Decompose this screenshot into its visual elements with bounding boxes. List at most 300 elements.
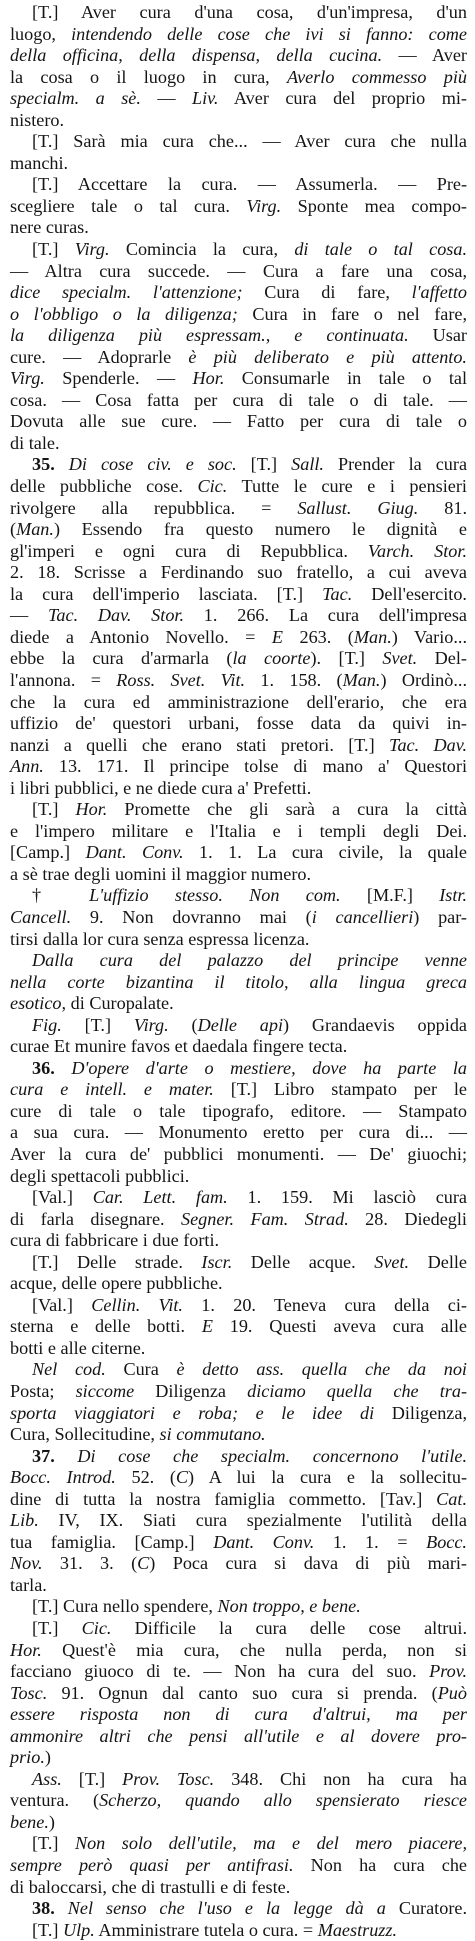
text: ) A lui la cura e la sollecitu- — [188, 1467, 467, 1488]
text-line — [10, 541, 467, 563]
text: ) Grandaevis oppida — [283, 1014, 467, 1035]
text-line — [10, 929, 467, 951]
text: Cura di fare, — [242, 282, 412, 303]
text: [T.] Delle strade. — [32, 1251, 202, 1272]
section-number: 38. — [32, 1898, 55, 1919]
italic-text: Ross. Svet. Vit. — [116, 669, 246, 690]
italic-text: Lib. — [10, 1510, 39, 1531]
text: nere curas. — [10, 217, 89, 238]
italic-text: diciamo quella che tra- — [247, 1381, 468, 1401]
text: — Aver — [382, 45, 467, 66]
italic-text: intendendo delle cose che ivi si fanno: come — [71, 23, 467, 44]
text — [55, 1898, 68, 1918]
text: botti e alle citerne. — [10, 1337, 146, 1358]
italic-text: sempre però quasi per antifrasi. — [10, 1855, 294, 1876]
text: Cura — [105, 1359, 177, 1380]
text: [Val.] — [32, 1294, 92, 1315]
italic-text: Svet. — [382, 648, 418, 669]
italic-text: Istr. — [439, 885, 468, 906]
text: IV, IX. Siati cura spezialmente l'utilità della — [38, 1510, 467, 1531]
italic-text: Hor. — [192, 368, 225, 389]
text: 9. Non dovranno mai ( — [71, 906, 312, 927]
text: ) Vario... — [391, 626, 468, 647]
italic-text: sporta viaggiatori e roba; e le idee di — [10, 1402, 375, 1423]
text: 19. Questi aveva cura alle — [212, 1316, 467, 1337]
text: Non ha cura che — [293, 1855, 467, 1876]
text: [T.] Cura nello spendere, — [32, 1596, 218, 1617]
text: Sponte mea compo- — [281, 195, 467, 216]
text: uffizio de' questori urbani, fosse data da quivi in- — [10, 713, 467, 734]
italic-text: Segner. Fam. Strad. — [181, 1208, 349, 1229]
text-line — [10, 1295, 467, 1317]
text-line — [10, 1058, 467, 1080]
italic-text: la coorte — [232, 648, 311, 669]
text: — — [10, 605, 48, 626]
text-line — [10, 713, 467, 735]
text: [T.] — [32, 239, 75, 260]
text: [M.F.] — [340, 885, 440, 906]
text: manchi. — [10, 152, 69, 173]
text: [T.] Sarà mia cura che... — Aver cura che nulla — [32, 131, 467, 152]
text-line — [10, 605, 467, 627]
italic-text: Sall. — [291, 454, 324, 475]
text: Cura, Sollecitudine, — [10, 1424, 160, 1445]
text-line — [10, 153, 467, 175]
italic-text: Virg. — [246, 195, 282, 216]
text — [55, 454, 69, 474]
italic-text: E — [201, 1316, 213, 1337]
italic-text: Car. Lett. fam. — [92, 1187, 228, 1208]
text-line — [10, 1920, 467, 1941]
text-line — [10, 411, 467, 433]
text: la cura dell'imperio lasciata. [T.] — [10, 583, 323, 604]
text: — Altra cura succede. — Cura a fare una cosa, — [10, 260, 467, 281]
italic-text: della officina, della dispensa, della cucina. — [10, 45, 383, 66]
text: Aver cura del proprio mi- — [218, 88, 467, 109]
text-line — [10, 1252, 467, 1274]
text: Dell'esercito. — [352, 583, 467, 604]
italic-text: esotico, — [10, 993, 67, 1014]
text-line — [10, 584, 467, 606]
text-line — [10, 1273, 467, 1295]
text: cura di fabbricare i due forti. — [10, 1230, 220, 1251]
text: 13. 171. Il principe tolse di mano a' Questori — [43, 756, 467, 777]
text: Usar — [408, 325, 467, 346]
text: a sua cura. — Monumento eretto per cura di... — — [10, 1122, 467, 1143]
text: nistero. — [10, 109, 65, 130]
text: 1. 159. Mi lasciò cura — [227, 1187, 467, 1208]
text: Diligenza, — [374, 1402, 467, 1423]
italic-text: o l'obbligo o la diligenza; — [10, 303, 238, 324]
text-line — [10, 1596, 467, 1618]
text: Consumarle in tale o tal — [224, 368, 467, 389]
text-line — [10, 239, 467, 261]
italic-text: è detto ass. quella che da noi — [176, 1359, 467, 1380]
text-line — [10, 368, 467, 390]
italic-text: Nel senso che l'uso e la legge dà a — [67, 1898, 386, 1919]
text-line — [10, 821, 467, 843]
text: Delle — [409, 1251, 468, 1272]
text: Del- — [417, 648, 467, 669]
text-line — [10, 1446, 467, 1468]
italic-text: i cancellieri — [311, 906, 414, 927]
italic-text: Non troppo, e bene. — [217, 1596, 361, 1617]
text-line — [10, 1403, 467, 1425]
text-line — [10, 1812, 467, 1834]
italic-text: essere risposta non di cura d'altrui, ma per — [10, 1704, 467, 1725]
text: Spenderle. — — [44, 368, 193, 389]
text-line — [10, 1144, 467, 1166]
text: 1. 158. ( — [245, 669, 343, 690]
italic-text: bene. — [10, 1811, 49, 1832]
text-line — [10, 1532, 467, 1554]
text-line — [10, 131, 467, 153]
text: i libri pubblici, e ne diede cura a' Prefetti. — [10, 777, 312, 798]
text: cosa. — Cosa fatta per cura di tale o di tale. — — [10, 389, 467, 410]
text-line — [10, 799, 467, 821]
text: di tale. — [10, 432, 60, 453]
text-line — [10, 1747, 467, 1769]
text: 91. Ognun dal canto suo cura si prenda. ( — [47, 1682, 438, 1703]
text: Dovuta alle sue cure. — Fatto per cura di tale o — [10, 411, 467, 432]
text: [T.] — [32, 1833, 75, 1854]
italic-text: Di cose che specialm. concernono l'utile. — [77, 1445, 467, 1466]
italic-text: C — [137, 1553, 150, 1574]
text: facciano giuoco di te. — Non ha cura del suo. — [10, 1661, 430, 1682]
italic-text: prio. — [10, 1747, 45, 1768]
text-line — [10, 1122, 467, 1144]
text: la cosa o il luogo in cura, — [10, 66, 287, 87]
section-number: 37. — [32, 1445, 55, 1466]
text: a sè trae degli uomini il maggior numero. — [10, 863, 312, 884]
text: [T.] — [32, 1919, 63, 1940]
text-line — [10, 174, 467, 196]
text-line — [10, 950, 467, 972]
text-line — [10, 1424, 467, 1446]
text: e l'impero militare e l'Italia e i templi degli Dei. — [10, 820, 467, 841]
text: ) Poca cura si dava di più mari- — [149, 1553, 467, 1574]
text-line — [10, 735, 467, 757]
text-line — [10, 1036, 467, 1058]
text: ). [T.] — [310, 648, 383, 669]
section-number: 36. — [32, 1057, 55, 1078]
text-line — [10, 1316, 467, 1338]
text-line — [10, 993, 467, 1015]
text: Comincia la cura, — [109, 239, 295, 260]
text-line — [10, 1618, 467, 1640]
text-line — [10, 1015, 467, 1037]
italic-text: Maestruzz. — [317, 1919, 398, 1940]
italic-text: Scherzo, quando allo spensierato riesce — [99, 1790, 467, 1811]
italic-text: Cic. — [81, 1618, 112, 1639]
text-line — [10, 1467, 467, 1489]
text-line — [10, 325, 467, 347]
text-line — [10, 1769, 467, 1791]
text-line — [10, 864, 467, 886]
italic-text: Dant. Conv. — [213, 1531, 315, 1552]
text-line — [10, 1553, 467, 1575]
text: [T.] Aver cura d'una cosa, d'un'impresa, d'un — [32, 2, 467, 22]
text-line — [10, 648, 467, 670]
italic-text: specialm. a sè. — [10, 88, 141, 109]
italic-text: Hor. — [75, 799, 108, 820]
text: ) Essendo fra questo numero le dignità e — [53, 519, 467, 540]
italic-text: Cic. — [197, 476, 228, 497]
text: 348. Chi non ha cura ha — [214, 1768, 467, 1789]
italic-text: Ass. — [32, 1768, 62, 1789]
text-line — [10, 217, 467, 239]
italic-text: Sallust. Giug. — [297, 497, 419, 518]
text: luogo, — [10, 23, 72, 44]
text: 2. 18. Scrisse a Ferdinando suo fratello, a cui aveva — [10, 562, 467, 583]
text-line — [10, 304, 467, 326]
text: 263. ( — [283, 626, 354, 647]
text: Tutte le cure e i pensieri — [227, 476, 467, 497]
italic-text: Virg. — [10, 368, 45, 389]
italic-text: Prov. — [429, 1661, 467, 1682]
italic-text: Nel cod. — [32, 1359, 106, 1380]
italic-text: Virg. — [133, 1014, 169, 1035]
text — [55, 1058, 72, 1078]
text: Posta; — [10, 1381, 76, 1401]
italic-text: Prov. Tosc. — [122, 1768, 215, 1789]
text: tarla. — [10, 1574, 47, 1595]
text: [T.] — [61, 1014, 134, 1035]
text-line — [10, 1640, 467, 1662]
text-line — [10, 907, 467, 929]
italic-text: Averlo commesso più — [286, 66, 467, 87]
text-line — [10, 1661, 467, 1683]
text: tua famiglia. [Camp.] — [10, 1531, 214, 1552]
text: [T.] Accettare la cura. — Assumerla. — Pre- — [32, 174, 467, 195]
text: cure. — Adoprarle — [10, 346, 189, 367]
text: Diligenza — [134, 1381, 248, 1401]
italic-text: Tac. Dav. Stor. — [47, 605, 185, 626]
italic-text: Hor. — [10, 1639, 42, 1660]
italic-text: E — [271, 626, 284, 647]
italic-text: Varch. Stor. — [367, 540, 468, 561]
text-line — [10, 778, 467, 800]
italic-text: Ann. — [10, 756, 44, 777]
italic-text: è più deliberato e più attento. — [188, 346, 467, 367]
text-line — [10, 67, 467, 89]
text: ventura. ( — [10, 1790, 100, 1811]
text-line — [10, 454, 467, 476]
text: curae Et munire favos et daedala fingere tecta. — [10, 1036, 348, 1057]
italic-text: L'uffizio stesso. Non com. — [89, 885, 341, 906]
text: 1. 1. = — [314, 1531, 427, 1552]
italic-text: di tale o tal cosa. — [294, 239, 468, 260]
italic-text: Dalla cura del palazzo del principe venne — [32, 950, 467, 971]
italic-text: Bocc. Introd. — [10, 1467, 116, 1488]
text-line — [10, 476, 467, 498]
italic-text: Non solo dell'utile, ma e del mero piacere, — [74, 1833, 467, 1854]
text-line — [10, 1338, 467, 1360]
text: 81. — [418, 497, 467, 518]
text: [Camp.] — [10, 842, 86, 863]
text: Quest'è mia cura, che nulla perda, non si — [41, 1639, 467, 1660]
text: Curatore. — [385, 1898, 467, 1919]
text: [T.] Libro stampato per le — [213, 1079, 467, 1100]
text: tirsi dalla lor cura senza espressa licenza. — [10, 928, 310, 949]
text: Cura in fare o nel fare, — [237, 303, 467, 324]
italic-text: ammonire altri che pensi all'utile e al dovere pro- — [10, 1725, 467, 1746]
text: [T.] — [236, 454, 292, 475]
text-line — [10, 885, 467, 907]
italic-text: Tosc. — [10, 1682, 48, 1703]
text-line — [10, 972, 467, 994]
text-line — [10, 498, 467, 520]
text: — — [140, 88, 192, 109]
italic-text: Svet. — [374, 1251, 410, 1272]
text: Aver la cura de' pubblici monumenti. — De' giuochi; — [10, 1143, 467, 1164]
text-line — [10, 88, 467, 110]
italic-text: si commutano. — [159, 1424, 266, 1445]
italic-text: Fig. — [32, 1014, 62, 1035]
text-line — [10, 692, 467, 714]
text: cure di tale o tale tipografo, editore. — Stampato — [10, 1100, 467, 1121]
text: Prender la cura — [323, 454, 468, 475]
text: ( — [10, 519, 17, 540]
text-line — [10, 347, 467, 369]
italic-text: nella corte bizantina il titolo, alla lingua greca — [10, 971, 467, 992]
text-line — [10, 562, 467, 584]
text: di farla disegnare. — [10, 1208, 181, 1229]
italic-text: Cellin. Vit. — [91, 1294, 183, 1315]
text: 1. 266. La cura dell'impresa — [184, 605, 467, 626]
text: Promette che gli sarà a cura la città — [107, 799, 467, 820]
text — [55, 1446, 78, 1466]
text-line — [10, 1790, 467, 1812]
text-line — [10, 45, 467, 67]
italic-text: Virg. — [74, 239, 110, 260]
italic-text: Di cose civ. e soc. — [68, 454, 237, 475]
text-line — [10, 1209, 467, 1231]
text: delle pubbliche cose. — [10, 476, 198, 497]
text-line — [10, 1833, 467, 1855]
text: † — [32, 885, 90, 906]
italic-text: Delle api — [197, 1014, 283, 1035]
text: sterna e delle botti. — [10, 1316, 202, 1337]
text-line — [10, 282, 467, 304]
text-line — [10, 1855, 467, 1877]
italic-text: Iscr. — [201, 1251, 233, 1272]
text: gl'imperi e ogni cura di Repubblica. — [10, 540, 368, 561]
italic-text: dice specialm. l'attenzione; — [10, 282, 243, 303]
text: ( — [168, 1014, 198, 1035]
text: 1. 20. Teneva cura della ci- — [182, 1294, 467, 1315]
italic-text: C — [175, 1467, 189, 1488]
text-line — [10, 1877, 467, 1899]
text: l'annona. = — [10, 669, 117, 690]
text-line — [10, 110, 467, 132]
text: 28. Diedegli — [348, 1208, 467, 1229]
text: ) par- — [413, 906, 467, 927]
text-line — [10, 1704, 467, 1726]
section-number: 35. — [32, 454, 55, 475]
text: ) — [44, 1747, 51, 1768]
text: di baloccarsi, che di trastulli e di feste. — [10, 1876, 291, 1897]
italic-text: Può — [437, 1682, 467, 1703]
text-line — [10, 1489, 467, 1511]
text-line — [10, 1359, 467, 1381]
italic-text: Nov. — [10, 1553, 43, 1574]
text: nanzi a quelli che erano stati pretori. [T.] — [10, 734, 389, 755]
text: 1. 1. La cura civile, la quale — [183, 842, 468, 863]
italic-text: siccome — [75, 1381, 135, 1401]
text-line — [10, 670, 467, 692]
text: che la cura ed amministrazione dell'erario, che era — [10, 691, 467, 712]
italic-text: Tac. Dav. — [389, 734, 467, 755]
italic-text: Bocc. — [426, 1531, 467, 1552]
text: ) Ordinò... — [380, 669, 467, 690]
text: rivolgere alla repubblica. = — [10, 497, 298, 518]
text-line — [10, 24, 467, 46]
text: dine di tutta la nostra famiglia commetto. [Tav.] — [10, 1488, 437, 1509]
text-line — [10, 1101, 467, 1123]
italic-text: Man. — [353, 626, 392, 647]
text-line — [10, 1683, 467, 1705]
text-line — [10, 627, 467, 649]
text-line — [10, 1187, 467, 1209]
text: 31. 3. ( — [42, 1553, 138, 1574]
text: Amministrare tutela o cura. = — [94, 1919, 318, 1940]
text: ) — [48, 1811, 55, 1832]
italic-text: Dant. Conv. — [85, 842, 184, 863]
text-line — [10, 196, 467, 218]
italic-text: Cat. — [436, 1488, 467, 1509]
italic-text: Man. — [16, 519, 54, 540]
text-line — [10, 390, 467, 412]
text: acque, delle opere pubbliche. — [10, 1273, 223, 1294]
text-line — [10, 1898, 467, 1920]
text-line — [10, 1575, 467, 1597]
text-line — [10, 1166, 467, 1188]
text: [T.] — [32, 1618, 82, 1639]
italic-text: cura e intell. e mater. — [10, 1079, 214, 1100]
text-line — [10, 1381, 467, 1403]
text: degli spettacoli pubblici. — [10, 1165, 190, 1186]
text-line — [10, 756, 467, 778]
text-line — [10, 1726, 467, 1748]
italic-text: Liv. — [191, 88, 219, 109]
text-line — [10, 1079, 467, 1101]
text-line — [10, 433, 467, 455]
italic-text: Man. — [342, 669, 381, 690]
text: [Val.] — [32, 1187, 93, 1208]
text-line — [10, 842, 467, 864]
italic-text: Cancell. — [10, 906, 72, 927]
text: ebbe la cura d'armarla ( — [10, 648, 233, 669]
text: diede a Antonio Novello. = — [10, 626, 272, 647]
text: [T.] — [32, 799, 76, 820]
text: Difficile la cura delle cose altrui. — [111, 1618, 467, 1639]
italic-text: Ulp. — [62, 1919, 95, 1940]
text-line — [10, 1510, 467, 1532]
text-line — [10, 261, 467, 283]
italic-text: la diligenza più espressam., e continuata. — [10, 325, 409, 346]
text: [T.] — [61, 1768, 123, 1789]
text-line — [10, 519, 467, 541]
text: Delle acque. — [232, 1251, 375, 1272]
italic-text: Tac. — [322, 583, 353, 604]
italic-text: D'opere d'arte o mestiere, dove ha parte la — [71, 1057, 467, 1078]
italic-text: l'affetto — [411, 282, 467, 303]
text-line — [10, 1230, 467, 1252]
text: scegliere tale o tal cura. — [10, 195, 247, 216]
text: 52. ( — [115, 1467, 176, 1488]
text: di Curopalate. — [66, 993, 174, 1014]
